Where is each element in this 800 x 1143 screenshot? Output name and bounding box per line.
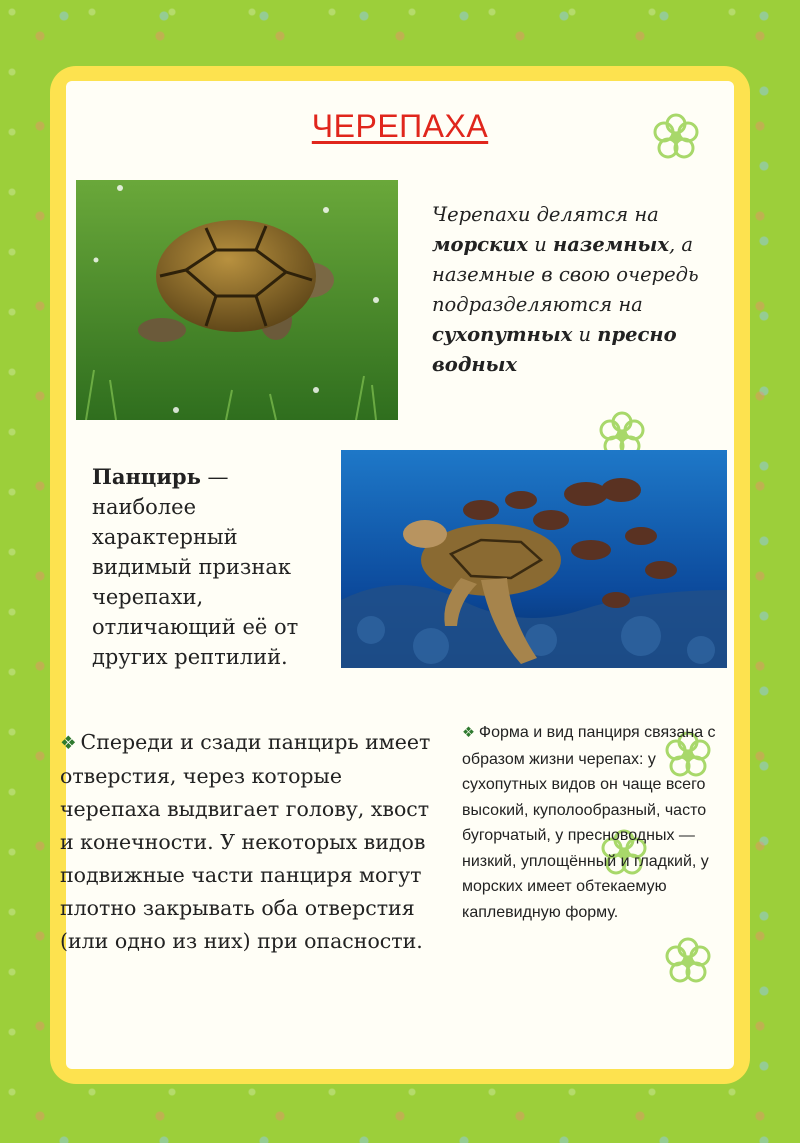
tortoise-photo bbox=[76, 180, 398, 420]
flower-icon bbox=[660, 934, 716, 990]
page-title: ЧЕРЕПАХА bbox=[311, 108, 489, 144]
shell-form-paragraph: ❖ Форма и вид панциря связана с образом жизни черепах: у сухопутных видов он чаще всего высокий, куполообразный, часто бугорчатый, у пресноводных — низкий, уплощённый и гладкий, у морских имеет обтекаемую каплевидную форму. bbox=[462, 724, 716, 921]
shell-description: Панцирь — наиболее характерный видимый признак черепахи, отличающий её от других рептилий. bbox=[92, 464, 299, 669]
sea-turtle-photo bbox=[341, 450, 727, 668]
openings-paragraph: ❖ Спереди и сзади панцирь имеет отверстия, через которые черепаха выдвигает голову, хвост и конечности. У некоторых видов подвижные части панциря могут плотно закрывать оба отверстия (или одно из них) при опасности. bbox=[60, 730, 431, 953]
intro-text: Черепахи делятся на морских и наземных, а наземные в свою очередь подразделяются на сухопутных и пресно водных bbox=[432, 203, 699, 376]
bullet-icon: ❖ bbox=[462, 725, 475, 741]
bullet-icon: ❖ bbox=[60, 733, 77, 754]
